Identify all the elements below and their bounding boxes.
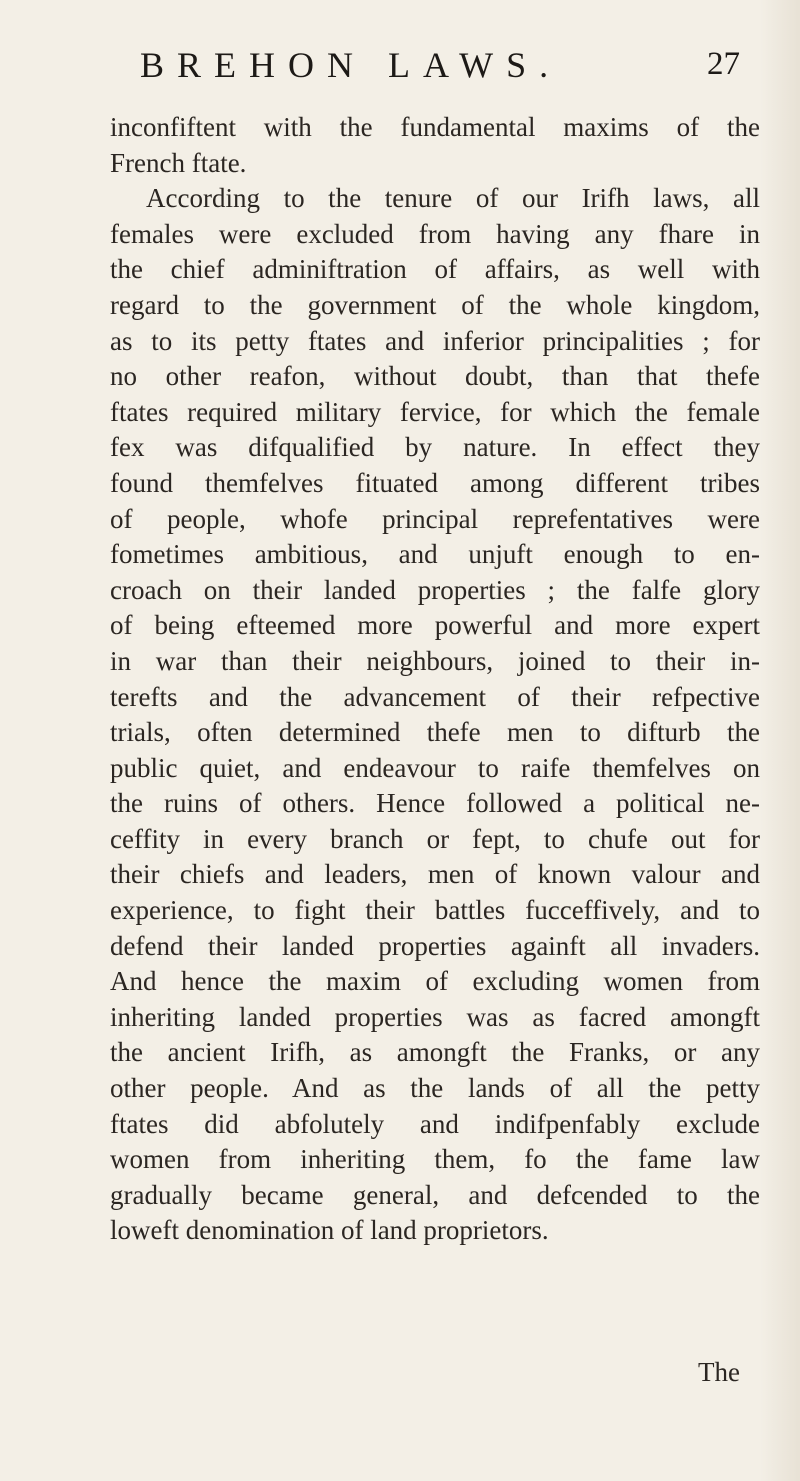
text-line: no other reafon, without doubt, than that thefe [110,361,760,392]
text-line: trials, often determined thefe men to difturb the [110,717,760,748]
text-line: the ancient Irifh, as amongft the Franks, or any [110,1037,760,1068]
catchword: The [698,1357,740,1387]
text-line: of people, whofe principal reprefentatives were [110,503,760,534]
body-text [110,110,760,1249]
text-line: females were excluded from having any fhare in [110,218,760,249]
text-line: regard to the government of the whole kingdom, [110,289,760,320]
running-title: BREHON LAWS. [140,45,562,85]
text-line: public quiet, and endeavour to raife themfelves on [110,752,760,783]
text-line: inheriting landed properties was as facred amongft [110,1001,760,1032]
text-line: French ftate. [110,147,247,178]
text-line: ftates did abfolutely and indifpenfably exclude [110,1108,760,1139]
text-line: found themfelves fituated among different tribes [110,467,760,498]
text-line: the ruins of others. Hence followed a political ne- [110,788,760,819]
text-line: their chiefs and leaders, men of known valour and [110,859,760,890]
text-line: inconfiftent with the fundamental maxims of the [110,112,760,142]
text-line: as to its petty ftates and inferior principalities ; for [110,325,760,356]
text-line: ftates required military fervice, for which the female [110,396,760,427]
text-line: of being efteemed more powerful and more expert [110,610,760,641]
text-line: terefts and the advancement of their refpective [110,681,760,712]
text-line: the chief adminiftration of affairs, as well with [110,254,760,285]
page-number: 27 [707,46,740,82]
text-line: And hence the maxim of excluding women from [110,966,760,997]
text-line: gradually became general, and defcended to the [110,1179,760,1210]
page-edge-shade [760,0,800,1481]
text-line: other people. And as the lands of all the petty [110,1073,760,1104]
text-line: loweft denomination of land proprietors. [110,1215,549,1246]
text-line: fometimes ambitious, and unjuft enough to en- [110,539,760,570]
text-line: croach on their landed properties ; the falfe glory [110,574,760,605]
text-line: fex was difqualified by nature. In effect they [110,432,760,463]
text-line: ceffity in every branch or fept, to chufe out for [110,823,760,854]
text-line: in war than their neighbours, joined to their in- [110,645,760,676]
text-line: According to the tenure of our Irifh laws, all [146,183,760,214]
text-line: women from inheriting them, fo the fame law [110,1144,760,1175]
text-line: experience, to fight their battles fucceffively, and to [110,895,760,926]
text-line: defend their landed properties againft all invaders. [110,930,760,961]
